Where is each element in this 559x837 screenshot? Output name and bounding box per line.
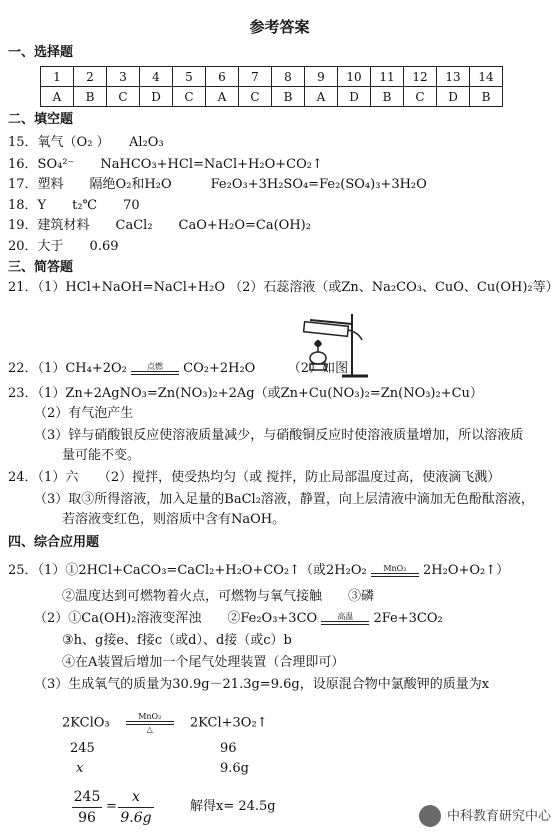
answer-letter: C xyxy=(173,87,206,107)
question-number: 12 xyxy=(404,67,437,87)
section-fill-heading: 二、填空题 xyxy=(8,112,74,127)
answer-24-2b: 若溶液变红色，则溶质中含有NaOH。 xyxy=(62,512,286,527)
answer-22 xyxy=(8,360,348,378)
question-number: 6 xyxy=(206,67,239,87)
equals-sign xyxy=(321,621,369,625)
molar-mass-right: 96 xyxy=(220,741,237,756)
equals-sign xyxy=(371,573,419,577)
condition-catalyst-label: MnO₂ xyxy=(383,564,407,573)
answer-letter: A xyxy=(206,87,239,107)
condition-high-temp-label: 高温 xyxy=(337,612,354,621)
question-number: 1 xyxy=(41,67,74,87)
answer-23-3b: 量可能不变。 xyxy=(62,448,141,463)
answer-24-1: 24．（1）六 （2）搅拌，使受热均匀（或 搅拌，防止局部温度过高，使液滴飞溅） xyxy=(8,470,501,485)
equals-sign xyxy=(131,371,179,375)
answer-20: 20．大于 0.69 xyxy=(8,239,119,254)
answer-22-right: CO₂+2H₂O （2）如图 xyxy=(183,361,349,376)
condition-catalyst xyxy=(371,564,419,577)
answer-letter: B xyxy=(371,87,404,107)
question-number: 4 xyxy=(140,67,173,87)
unknown-left: x xyxy=(76,761,84,776)
answer-letter: A xyxy=(41,87,74,107)
answer-16: 16．SO₄²⁻ NaHCO₃+HCl=NaCl+H₂O+CO₂↑ xyxy=(8,157,323,172)
question-number: 5 xyxy=(173,67,206,87)
answer-25-2-1 xyxy=(34,610,443,628)
answer-22-left: 22．（1）CH₄+2O₂ xyxy=(8,361,127,376)
condition-catalyst-heat-top: MnO₂ xyxy=(138,712,162,721)
wechat-logo-icon xyxy=(419,805,441,827)
answer-letter: D xyxy=(437,87,470,107)
answer-25-2-3: ③h、g接e、f接c（或d）、d接（或c）b xyxy=(62,633,292,648)
answer-25-2-1-right: 2Fe+3CO₂ xyxy=(373,611,443,626)
answer-25-2-4: ④在A装置后增加一个尾气处理装置（合理即可） xyxy=(62,655,345,670)
answer-25-1-2: ②温度达到可燃物着火点，可燃物与氧气接触 ③磷 xyxy=(62,589,375,604)
answer-letter: C xyxy=(239,87,272,107)
question-number: 13 xyxy=(437,67,470,87)
fraction-left xyxy=(72,788,102,827)
answer-letter-row xyxy=(41,87,503,107)
answer-25-1 xyxy=(8,562,509,580)
fraction-equals: = xyxy=(106,799,117,814)
section-short-heading: 三、简答题 xyxy=(8,260,74,275)
answer-25-1-right: 2H₂O+O₂↑） xyxy=(423,563,510,578)
answer-letter: B xyxy=(74,87,107,107)
question-number: 9 xyxy=(305,67,338,87)
condition-catalyst-heat xyxy=(126,712,174,734)
answer-table xyxy=(40,66,503,107)
fraction-right-denominator: 9.6g xyxy=(120,810,152,826)
answer-letter: B xyxy=(470,87,503,107)
answer-17: 17．塑料 隔绝O₂和H₂O Fe₂O₃+3H₂SO₄=Fe₂(SO₄)₃+3H₂O xyxy=(8,177,427,192)
watermark-text: 中科教育研究中心 xyxy=(446,808,551,824)
answer-letter: C xyxy=(404,87,437,107)
answer-letter: C xyxy=(107,87,140,107)
answer-letter: D xyxy=(338,87,371,107)
answer-letter: A xyxy=(305,87,338,107)
question-number: 2 xyxy=(74,67,107,87)
condition-high-temp xyxy=(321,612,369,625)
solution-text: 解得x= 24.5g xyxy=(190,799,276,814)
answer-25-3: （3）生成氧气的质量为30.9g－21.3g=9.6g，设原混合物中氯酸钾的质量为x xyxy=(34,677,490,692)
answer-letter: B xyxy=(272,87,305,107)
fraction-right-numerator: x xyxy=(132,789,140,805)
fraction-left-denominator: 96 xyxy=(78,810,96,826)
question-number: 3 xyxy=(107,67,140,87)
section-choice-heading: 一、选择题 xyxy=(8,45,74,60)
reaction-equation xyxy=(62,712,268,734)
fraction-right xyxy=(118,788,154,827)
page-title: 参考答案 xyxy=(249,18,310,36)
question-number: 8 xyxy=(272,67,305,87)
question-number: 14 xyxy=(470,67,503,87)
answer-number-row xyxy=(41,67,503,87)
answer-23-2: （2）有气泡产生 xyxy=(34,406,134,421)
question-number: 11 xyxy=(371,67,404,87)
condition-catalyst-heat-bottom: △ xyxy=(146,725,153,734)
section-comprehensive-heading: 四、综合应用题 xyxy=(8,535,100,550)
answer-25-2-1-left: （2）①Ca(OH)₂溶液变浑浊 ②Fe₂O₃+3CO xyxy=(34,611,318,626)
answer-letter: D xyxy=(140,87,173,107)
answer-24-2a: （3）取③所得溶液，加入足量的BaCl₂溶液，静置，向上层清液中滴加无色酚酞溶液， xyxy=(34,492,534,507)
answer-18: 18．Y t₂℃ 70 xyxy=(8,198,140,213)
reactant: 2KClO₃ xyxy=(62,715,110,731)
fraction-left-numerator: 245 xyxy=(73,789,101,805)
condition-ignite-label: 点燃 xyxy=(146,362,163,371)
product: 2KCl+3O₂↑ xyxy=(189,715,268,731)
question-number: 7 xyxy=(239,67,272,87)
answer-23-3a: （3）锌与硝酸银反应使溶液质量减少，与硝酸铜反应时使溶液质量增加，所以溶液质 xyxy=(34,428,524,443)
condition-ignite xyxy=(131,362,179,375)
watermark xyxy=(419,805,551,828)
known-right: 9.6g xyxy=(220,761,249,776)
answer-23-1: 23．（1）Zn+2AgNO₃=Zn(NO₃)₂+2Ag（或Zn+Cu(NO₃)₂=Zn(NO₃)₂+Cu） xyxy=(8,386,483,401)
answer-19: 19．建筑材料 CaCl₂ CaO+H₂O=Ca(OH)₂ xyxy=(8,218,311,233)
question-number: 10 xyxy=(338,67,371,87)
answer-21: 21．（1）HCl+NaOH=NaCl+H₂O （2）石蕊溶液（或Zn、Na₂CO₃、CuO、Cu(OH)₂等） xyxy=(8,280,559,295)
molar-mass-left: 245 xyxy=(70,741,95,756)
answer-15: 15．氧气（O₂ ） Al₂O₃ xyxy=(8,135,164,150)
answer-25-1-left: 25．（1）①2HCl+CaCO₃=CaCl₂+H₂O+CO₂↑（或2H₂O₂ xyxy=(8,563,367,578)
